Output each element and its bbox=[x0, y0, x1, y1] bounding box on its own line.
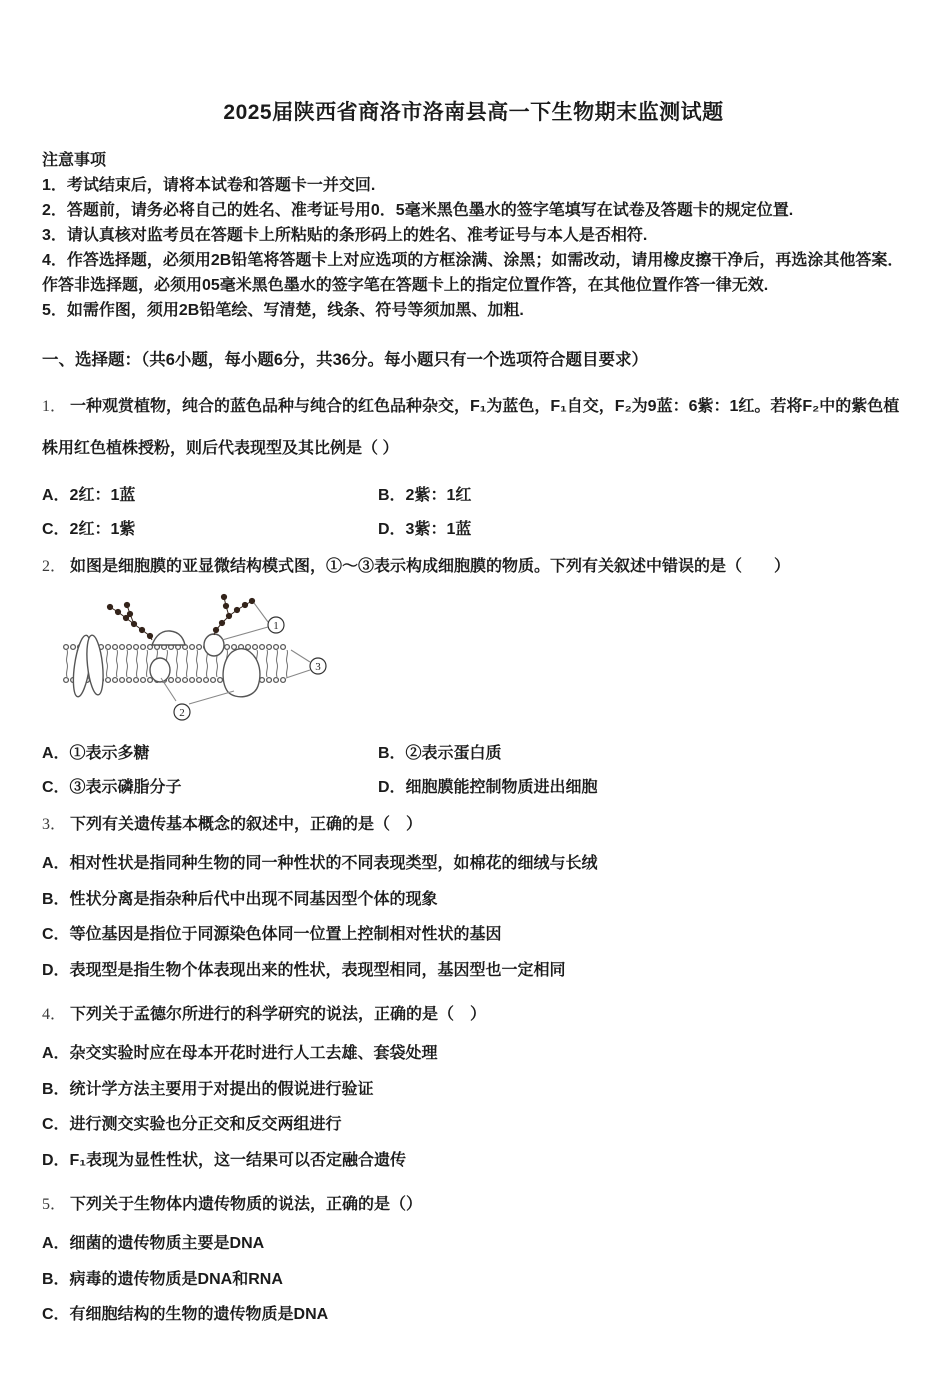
notice-item-2: 2．答题前，请务必将自己的姓名、准考证号用0．5毫米黑色墨水的签字笔填写在试卷及答题卡的规定位置. bbox=[42, 202, 794, 219]
label-2-text: 2 bbox=[179, 707, 185, 719]
membrane-proteins bbox=[70, 631, 260, 698]
question-1-option-b: B．2紫：1红 bbox=[378, 487, 472, 504]
question-1-option-c: C．2红：1紫 bbox=[42, 521, 136, 538]
question-1 bbox=[42, 386, 905, 540]
question-3-option-d: D．表现型是指生物个体表现出来的性状，表现型相同，基因型也一定相同 bbox=[42, 961, 566, 979]
question-1-options bbox=[42, 485, 905, 540]
question-2-options bbox=[42, 743, 905, 798]
question-3-stem: 下列有关遗传基本概念的叙述中，正确的是（ ） bbox=[70, 816, 423, 833]
question-1-option-a: A．2红：1蓝 bbox=[42, 487, 136, 504]
peripheral-protein bbox=[152, 631, 185, 645]
cell-membrane-diagram bbox=[54, 588, 905, 728]
question-4-options bbox=[42, 1036, 905, 1178]
channel-protein-right-wall bbox=[84, 634, 105, 695]
question-5-stem-line bbox=[42, 1191, 905, 1218]
notice-item-4: 4．作答选择题，必须用2B铅笔将答题卡上对应选项的方框涂满、涂黑；如需改动，请用橡皮擦干净后，再选涂其他答案．作答非选择题，必须用05毫米黑色墨水的签字笔在答题卡上的指定位置作答，在其他位置作答一律无效. bbox=[42, 252, 904, 294]
question-3-number: 3． bbox=[42, 816, 67, 833]
question-4-number: 4． bbox=[42, 1006, 67, 1023]
question-3-option-b: B．性状分离是指杂种后代中出现不同基因型个体的现象 bbox=[42, 890, 438, 908]
notice-item-1: 1．考试结束后，请将本试卷和答题卡一并交回. bbox=[42, 177, 376, 194]
question-5-option-a: A．细菌的遗传物质主要是DNA bbox=[42, 1235, 265, 1252]
question-4-option-d: D．F₁表现为显性性状，这一结果可以否定融合遗传 bbox=[42, 1151, 406, 1169]
notice-section bbox=[42, 148, 905, 323]
notice-heading: 注意事项 bbox=[42, 152, 107, 169]
question-4-option-a: A．杂交实验时应在母本开花时进行人工去雄、套袋处理 bbox=[42, 1045, 438, 1062]
carbohydrate-chain-right bbox=[213, 594, 255, 635]
glycoprotein-body bbox=[204, 634, 224, 656]
question-5-options bbox=[42, 1226, 905, 1333]
question-2-number: 2． bbox=[42, 558, 67, 575]
question-3-stem-line bbox=[42, 811, 905, 838]
question-4-option-b: B．统计学方法主要用于对提出的假说进行验证 bbox=[42, 1080, 374, 1098]
question-3-option-c: C．等位基因是指位于同源染色体同一位置上控制相对性状的基因 bbox=[42, 926, 502, 943]
question-1-number: 1． bbox=[42, 398, 67, 415]
label-3-text: 3 bbox=[315, 661, 321, 673]
question-2-option-d: D．细胞膜能控制物质进出细胞 bbox=[378, 779, 598, 796]
question-2-option-b: B．②表示蛋白质 bbox=[378, 745, 502, 762]
question-2-stem-line bbox=[42, 553, 905, 580]
notice-item-3: 3．请认真核对监考员在答题卡上所粘贴的条形码上的姓名、准考证号与本人是否相符. bbox=[42, 227, 648, 244]
question-2-option-a: A．①表示多糖 bbox=[42, 745, 150, 762]
question-4-option-c: C．进行测交实验也分正交和反交两组进行 bbox=[42, 1116, 342, 1133]
question-3-options bbox=[42, 846, 905, 988]
question-3-option-a: A．相对性状是指同种生物的同一种性状的不同表现类型，如棉花的细绒与长绒 bbox=[42, 855, 598, 872]
embedded-protein-small bbox=[150, 658, 170, 682]
question-4 bbox=[42, 1001, 905, 1178]
question-1-stem-line bbox=[42, 386, 905, 470]
question-1-stem: 一种观赏植物，纯合的蓝色品种与纯合的红色品种杂交，F₁为蓝色，F₁自交，F₂为9蓝：6紫：1红。若将F₂中的紫色植株用红色植株授粉，则后代表现型及其比例是（ ） bbox=[42, 398, 900, 457]
notice-item-5: 5．如需作图，须用2B铅笔绘、写清楚，线条、符号等须加黑、加粗. bbox=[42, 302, 524, 319]
question-3 bbox=[42, 811, 905, 988]
question-5-option-c: C．有细胞结构的生物的遗传物质是DNA bbox=[42, 1306, 329, 1323]
section-heading: 一、选择题：（共6小题，每小题6分，共36分。每小题只有一个选项符合题目要求） bbox=[42, 351, 648, 369]
carbohydrate-chain-left bbox=[107, 602, 153, 640]
question-5 bbox=[42, 1191, 905, 1333]
question-5-stem: 下列关于生物体内遗传物质的说法，正确的是（） bbox=[70, 1196, 423, 1213]
question-2-option-c: C．③表示磷脂分子 bbox=[42, 779, 182, 796]
question-2-stem: 如图是细胞膜的亚显微结构模式图，①～③表示构成细胞膜的物质。下列有关叙述中错误的是（ ） bbox=[70, 558, 791, 575]
question-1-option-d: D．3紫：1蓝 bbox=[378, 521, 472, 538]
cell-membrane-svg bbox=[54, 588, 354, 728]
question-4-stem-line bbox=[42, 1001, 905, 1028]
question-2 bbox=[42, 553, 905, 798]
page-title: 2025届陕西省商洛市洛南县高一下生物期末监测试题 bbox=[223, 101, 724, 124]
question-5-number: 5． bbox=[42, 1196, 67, 1213]
question-4-stem: 下列关于孟德尔所进行的科学研究的说法，正确的是（ ） bbox=[70, 1006, 487, 1023]
label-1-text: 1 bbox=[273, 620, 279, 632]
question-5-option-b: B．病毒的遗传物质是DNA和RNA bbox=[42, 1270, 283, 1288]
transmembrane-protein-large bbox=[223, 649, 260, 697]
